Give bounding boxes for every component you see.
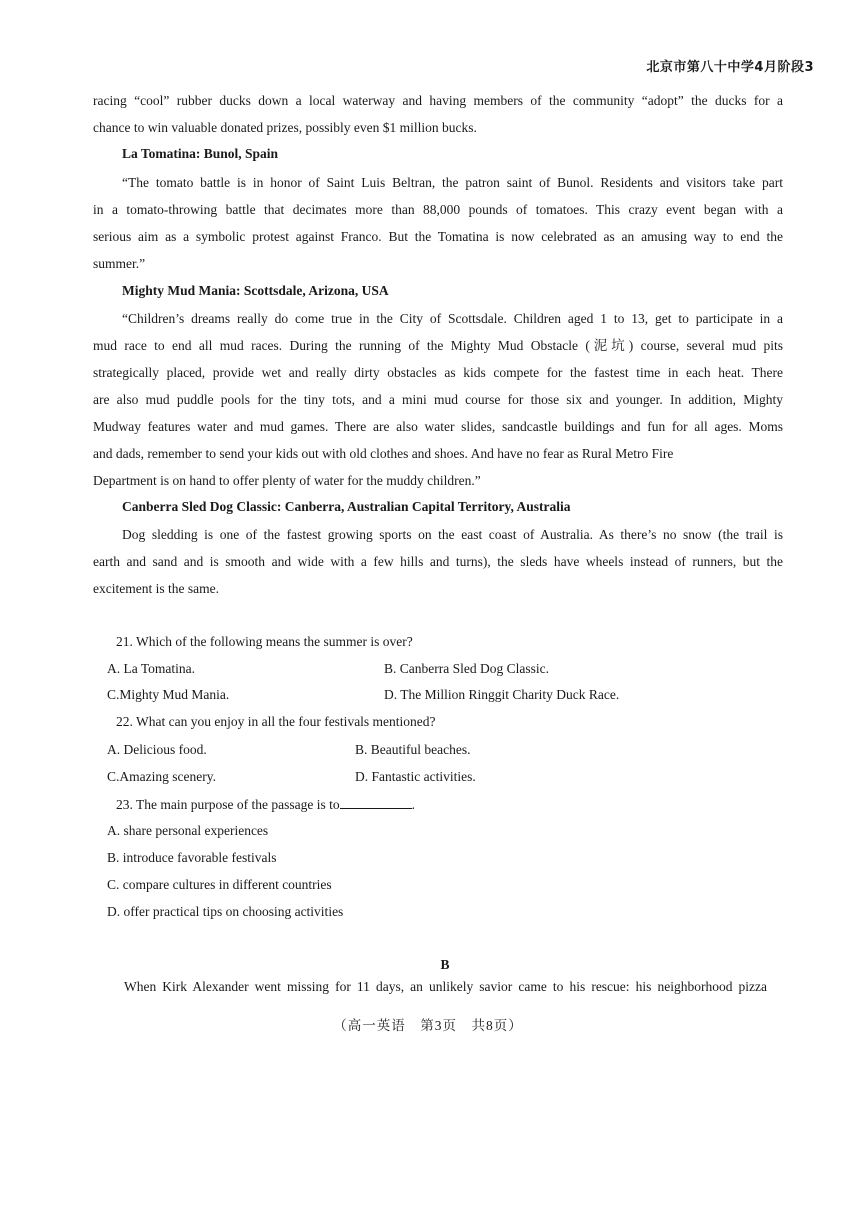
section-heading: Canberra Sled Dog Classic: Canberra, Australian Capital Territory, Australia [122,499,571,514]
passage-line: in a tomato-throwing battle that decimates more than 88,000 pounds of tomatoes. This crazy event began with a [93,202,783,217]
passage-line: chance to win valuable donated prizes, possibly even $1 million bucks. [93,120,477,135]
passage-line: are also mud puddle pools for the tiny tots, and a mini mud course for those six and younger. In addition, Mighty [93,392,783,407]
option-b[interactable]: B. Beautiful beaches. [355,742,471,757]
question-stem: 22. What can you enjoy in all the four festivals mentioned? [116,714,436,729]
passage-line: earth and sand and is smooth and wide with a few hills and turns), the sleds have wheels instead of runners, but the [93,554,783,569]
option-c[interactable]: C.Amazing scenery. [107,769,216,784]
option-c[interactable]: C. compare cultures in different countries [107,877,332,892]
passage-line: excitement is the same. [93,581,219,596]
option-d[interactable]: D. Fantastic activities. [355,769,476,784]
passage-line: Dog sledding is one of the fastest growing sports on the east coast of Australia. As there’s no snow (the trail is [122,527,783,542]
passage-line: racing “cool” rubber ducks down a local waterway and having members of the community “adopt” the ducks for a [93,93,783,108]
page-header: 北京市第八十中学4月阶段3 [646,60,814,75]
option-b[interactable]: B. Canberra Sled Dog Classic. [384,661,549,676]
option-c[interactable]: C.Mighty Mud Mania. [107,687,230,702]
page-footer: （高一英语 第3页 共8页） [333,1018,523,1033]
option-d[interactable]: D. offer practical tips on choosing activities [107,904,344,919]
answer-blank[interactable] [340,796,412,809]
passage-line: “The tomato battle is in honor of Saint Luis Beltran, the patron saint of Bunol. Residents and visitors take part [122,175,783,190]
option-a[interactable]: A. share personal experiences [107,823,269,838]
option-b[interactable]: B. introduce favorable festivals [107,850,277,865]
question-stem: 21. Which of the following means the summer is over? [116,634,413,649]
question-stem-end: . [411,797,415,812]
option-a[interactable]: A. La Tomatina. [107,661,196,676]
passage-line: mud race to end all mud races. During the running of the Mighty Mud Obstacle (泥坑) course, several mud pits [93,338,783,353]
passage-line: When Kirk Alexander went missing for 11 days, an unlikely savior came to his rescue: his neighborhood pizza [124,979,767,994]
passage-line: Department is on hand to offer plenty of water for the muddy children.” [93,473,481,488]
passage-line: Mudway features water and mud games. There are also water slides, sandcastle buildings and fun for all ages. Moms [93,419,783,434]
option-d[interactable]: D. The Million Ringgit Charity Duck Race. [384,687,620,702]
question-stem [116,796,415,813]
passage-line: serious aim as a symbolic protest against Franco. But the Tomatina is now celebrated as an amusing way to end the [93,229,783,244]
section-b-label: B [440,957,450,972]
passage-line: strategically placed, provide wet and really dirty obstacles as kids compete for the fastest time in each heat. There [93,365,783,380]
passage-line: “Children’s dreams really do come true in the City of Scottsdale. Children aged 1 to 13, get to participate in a [122,311,783,326]
option-a[interactable]: A. Delicious food. [107,742,207,757]
passage-line: and dads, remember to send your kids out with old clothes and shoes. And have no fear as Rural Metro Fire [93,446,674,461]
passage-line: summer.” [93,256,146,271]
section-heading: La Tomatina: Bunol, Spain [122,146,279,161]
section-heading: Mighty Mud Mania: Scottsdale, Arizona, USA [122,283,389,298]
question-stem-text: 23. The main purpose of the passage is to [116,797,340,812]
